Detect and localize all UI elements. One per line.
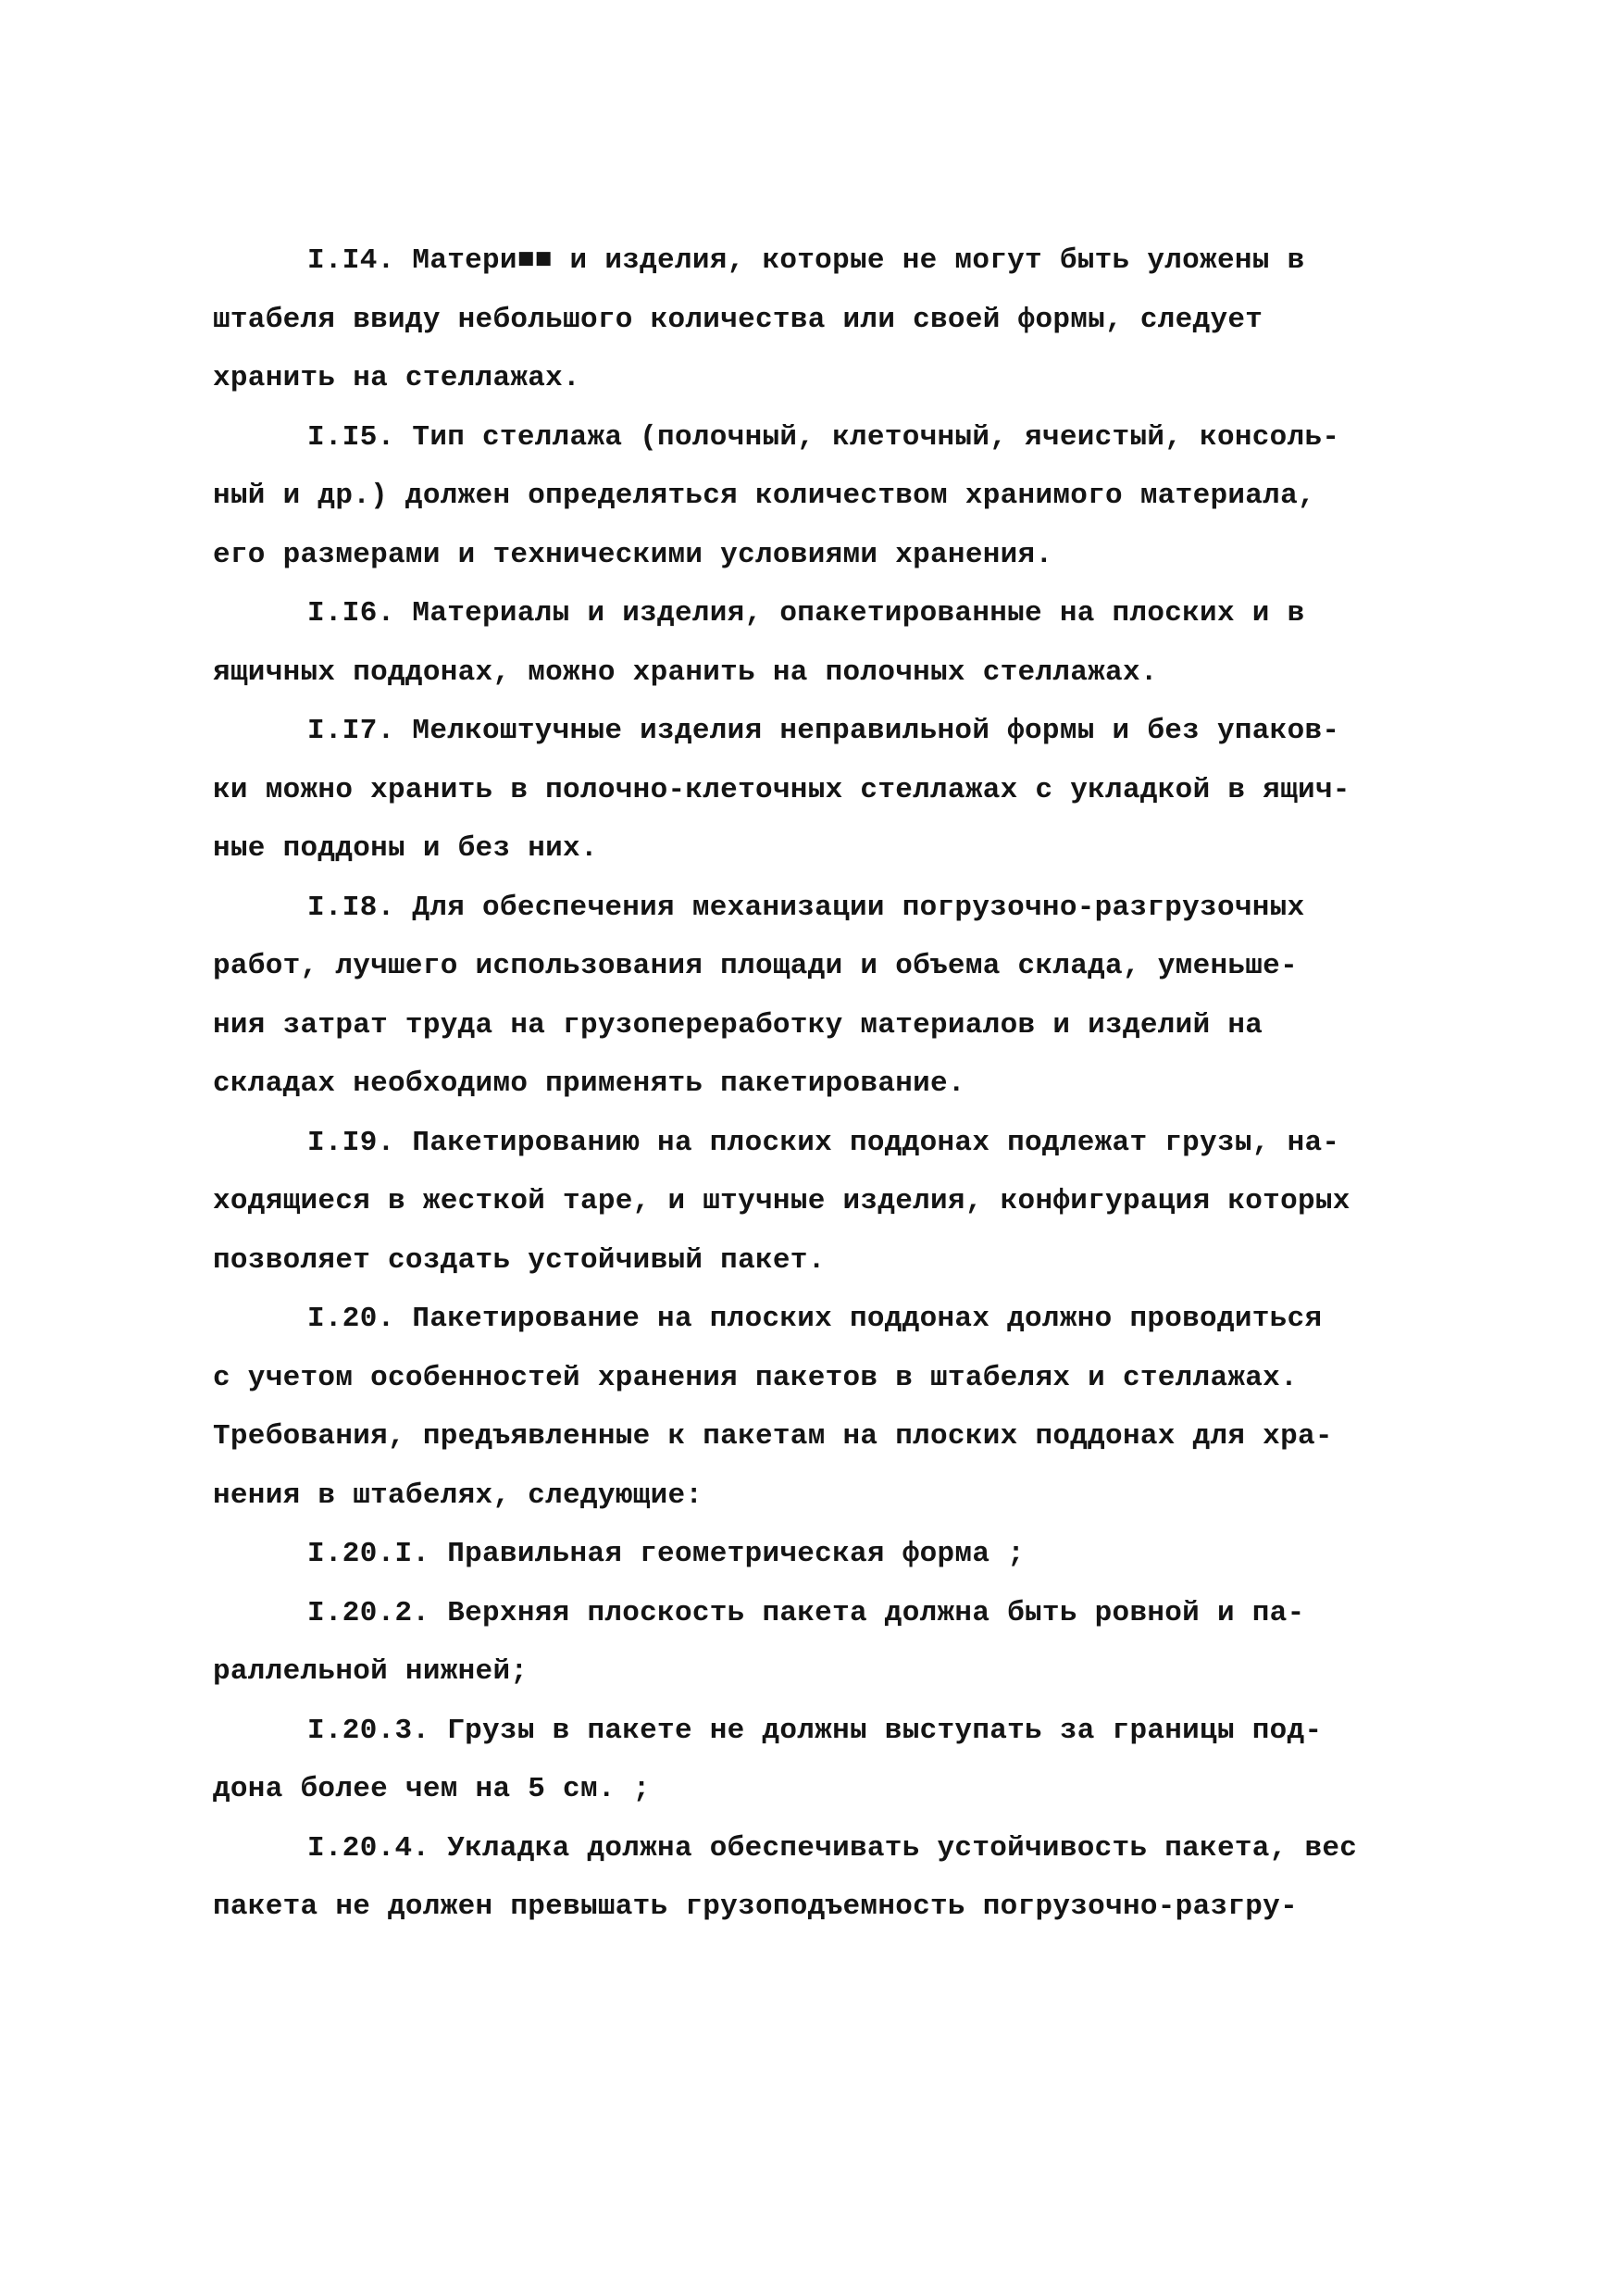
text-line: дона более чем на 5 см. ; bbox=[213, 1773, 651, 1805]
text-line: нения в штабелях, следующие: bbox=[213, 1479, 703, 1512]
text-line: с учетом особенностей хранения пакетов в штабелях и стеллажах. bbox=[213, 1361, 1298, 1394]
text-line: I.I5. Тип стеллажа (полочный, клеточный, ячеистый, консоль- bbox=[307, 420, 1340, 454]
text-line: I.I9. Пакетированию на плоских поддонах подлежат грузы, на- bbox=[307, 1126, 1340, 1159]
text-line: I.20.4. Укладка должна обеспечивать устойчивость пакета, вес bbox=[307, 1831, 1358, 1865]
text-line: его размерами и техническими условиями хранения. bbox=[213, 538, 1053, 571]
text-line: штабеля ввиду небольшого количества или своей формы, следует bbox=[213, 303, 1263, 336]
text-line: I.I4. Матери■■ и изделия, которые не могут быть уложены в bbox=[307, 244, 1305, 277]
text-line: I.20. Пакетирование на плоских поддонах должно проводиться bbox=[307, 1303, 1323, 1335]
text-line: складах необходимо применять пакетирование. bbox=[213, 1067, 965, 1100]
text-line: ки можно хранить в полочно-клеточных стеллажах с укладкой в ящич- bbox=[213, 773, 1350, 806]
text-line: I.I7. Мелкоштучные изделия неправильной формы и без упаков- bbox=[307, 715, 1340, 747]
text-line: ящичных поддонах, можно хранить на полочных стеллажах. bbox=[213, 655, 1158, 689]
text-line: I.20.2. Верхняя плоскость пакета должна быть ровной и па- bbox=[307, 1596, 1305, 1629]
text-line: ходящиеся в жесткой таре, и штучные изделия, конфигурация которых bbox=[213, 1185, 1350, 1217]
text-line: I.20.3. Грузы в пакете не должны выступать за границы под- bbox=[307, 1714, 1323, 1747]
text-line: I.I8. Для обеспечения механизации погрузочно-разгрузочных bbox=[307, 891, 1305, 924]
text-line: I.I6. Материалы и изделия, опакетированные на плоских и в bbox=[307, 597, 1305, 630]
document-body bbox=[213, 231, 1425, 1937]
text-line: Требования, предъявленные к пакетам на плоских поддонах для хра- bbox=[213, 1420, 1333, 1453]
text-line: ные поддоны и без них. bbox=[213, 832, 598, 865]
text-line: хранить на стеллажах. bbox=[213, 362, 580, 394]
text-line: пакета не должен превышать грузоподъемность погрузочно-разгру- bbox=[213, 1890, 1298, 1923]
text-line: ный и др.) должен определяться количеством хранимого материала, bbox=[213, 480, 1315, 512]
text-line: раллельной нижней; bbox=[213, 1655, 529, 1688]
text-line: I.20.I. Правильная геометрическая форма ; bbox=[307, 1538, 1026, 1570]
text-line: позволяет создать устойчивый пакет. bbox=[213, 1243, 826, 1277]
text-line: ния затрат труда на грузопереработку материалов и изделий на bbox=[213, 1008, 1263, 1042]
text-line: работ, лучшего использования площади и объема склада, уменьше- bbox=[213, 950, 1298, 982]
